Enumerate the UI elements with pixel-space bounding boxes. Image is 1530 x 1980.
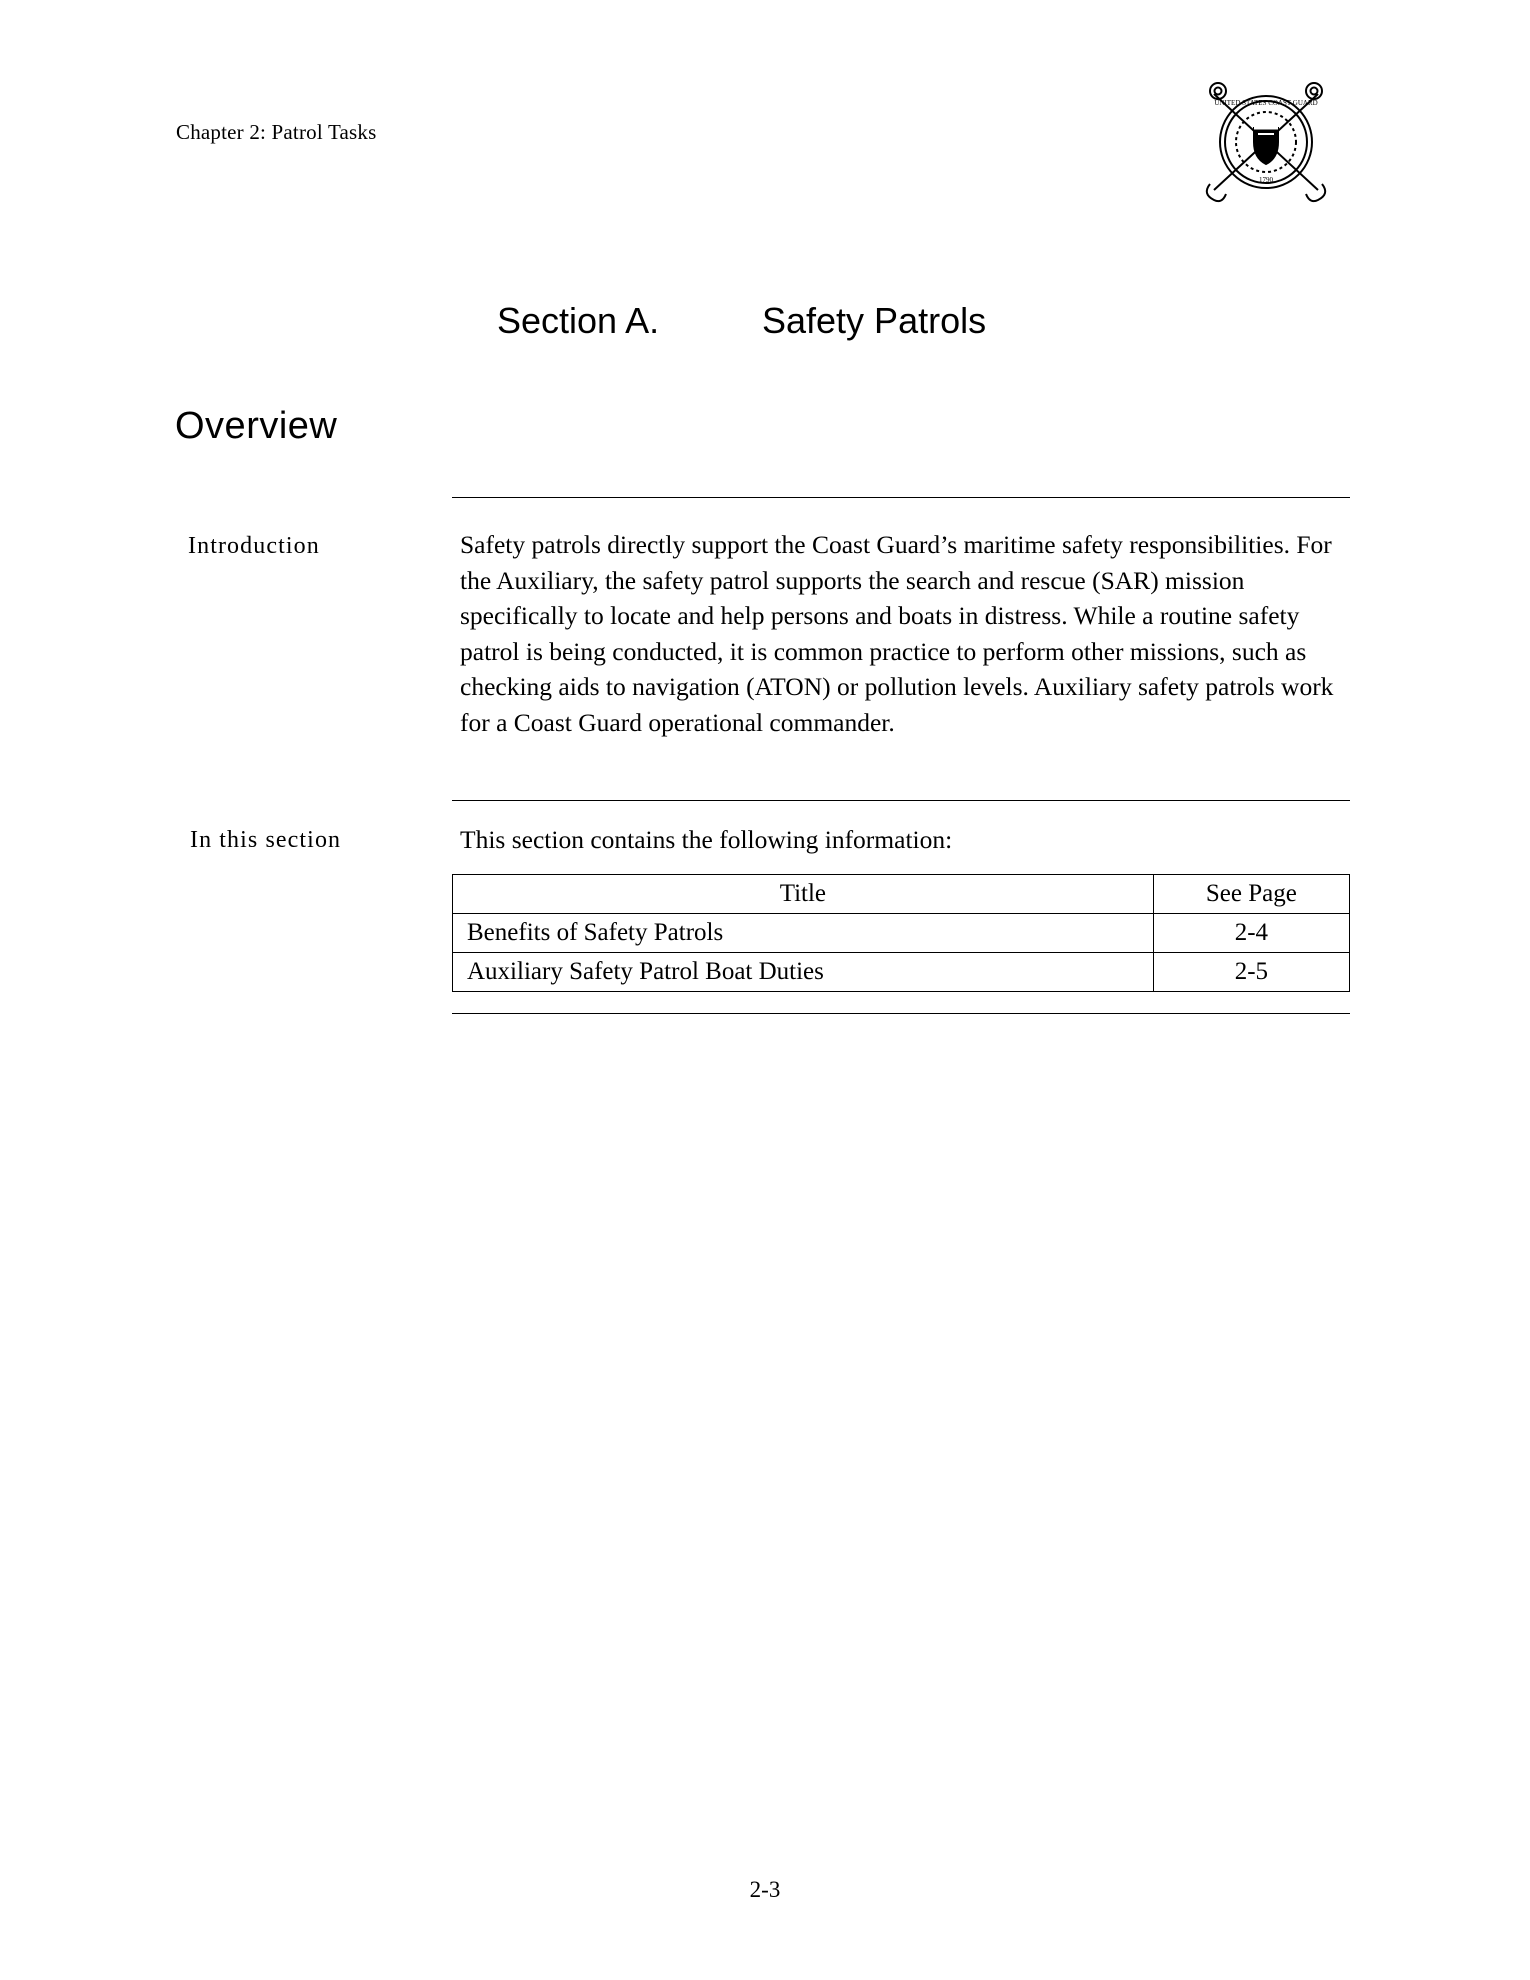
divider-top [452, 497, 1350, 498]
row-page: 2-5 [1153, 953, 1349, 992]
section-name: Safety Patrols [762, 300, 987, 341]
table-row [453, 953, 1350, 992]
divider-bottom [452, 1013, 1350, 1014]
column-header-page: See Page [1153, 875, 1349, 914]
chapter-header: Chapter 2: Patrol Tasks [176, 120, 377, 144]
page-number: 2-3 [749, 1877, 781, 1902]
coast-guard-seal-icon [1196, 72, 1336, 212]
in-this-section-label: In this section [190, 827, 342, 853]
table-header-row [453, 875, 1350, 914]
introduction-paragraph: Safety patrols directly support the Coast Guard’s maritime safety responsibilities. For the Auxiliary, the safety patrol supports the search and rescue (SAR) mission specifically to locate and help persons and boats in distress. While a routine safety patrol is being conducted, it is common practice to perform other missions, such as checking aids to navigation (ATON) or pollution levels. Auxiliary safety patrols work for a Coast Guard operational commander. [460, 530, 1334, 737]
divider-middle [452, 800, 1350, 801]
column-header-title: Title [453, 875, 1154, 914]
svg-text:UNITED STATES COAST GUARD: UNITED STATES COAST GUARD [1214, 99, 1318, 107]
row-page: 2-4 [1153, 914, 1349, 953]
overview-heading: Overview [175, 405, 338, 447]
introduction-body [460, 527, 1350, 740]
introduction-label: Introduction [188, 533, 320, 559]
table-row [453, 914, 1350, 953]
section-title [497, 300, 986, 342]
section-contents-table [452, 874, 1350, 992]
svg-text:1790: 1790 [1259, 176, 1273, 184]
in-this-section-lead: This section contains the following information: [460, 825, 953, 854]
section-label: Section A. [497, 300, 660, 341]
row-title: Benefits of Safety Patrols [453, 914, 1154, 953]
row-title: Auxiliary Safety Patrol Boat Duties [453, 953, 1154, 992]
